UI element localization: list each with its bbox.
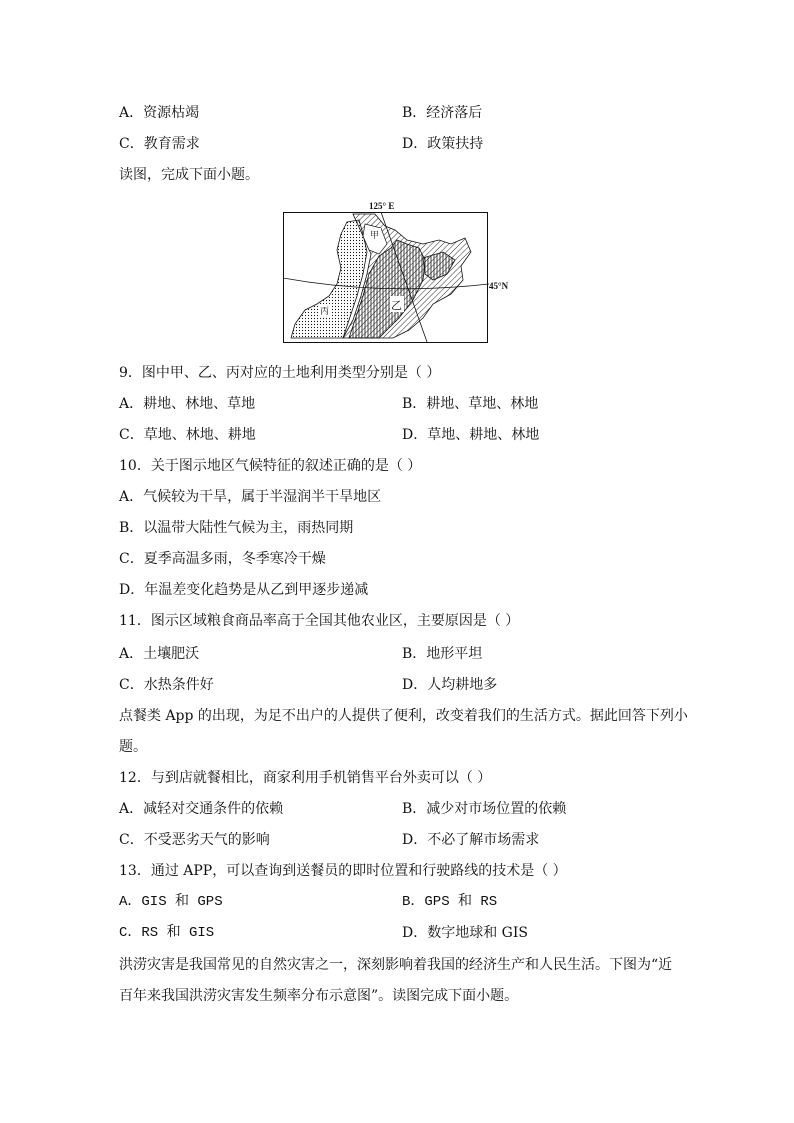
flood-intro-line2: 百年来我国洪涝灾害发生频率分布示意图”。读图完成下面小题。 bbox=[119, 988, 519, 1004]
q12-option-d: D．不必了解市场需求 bbox=[402, 832, 540, 848]
map-intro: 读图，完成下面小题。 bbox=[119, 167, 259, 183]
q12-option-a: A．减轻对交通条件的依赖 bbox=[119, 801, 284, 817]
label-bing: 丙 bbox=[320, 307, 330, 317]
q11-stem: 11．图示区域粮食商品率高于全国其他农业区，主要原因是（ ） bbox=[119, 613, 520, 629]
q10-option-d: D．年温差变化趋势是从乙到甲逐步递减 bbox=[119, 582, 369, 598]
label-yi: 乙 bbox=[391, 299, 402, 312]
label-lon: 125° E bbox=[369, 201, 395, 211]
q9-stem: 9．图中甲、乙、丙对应的土地利用类型分别是（ ） bbox=[119, 365, 441, 381]
q13-option-c: C．RS 和 GIS bbox=[119, 925, 215, 941]
land-use-map bbox=[283, 200, 489, 346]
q11-option-a: A．土壤肥沃 bbox=[119, 646, 200, 662]
q11-option-b: B．地形平坦 bbox=[402, 646, 483, 662]
q9-option-d: D．草地、耕地、林地 bbox=[402, 427, 540, 443]
q13-stem: 13．通过 APP，可以查询到送餐员的即时位置和行驶路线的技术是（ ） bbox=[119, 863, 567, 879]
q9-option-c: C．草地、林地、耕地 bbox=[119, 427, 256, 443]
label-jia: 甲 bbox=[370, 231, 380, 241]
q11-option-d: D．人均耕地多 bbox=[402, 677, 498, 693]
q10-option-c: C．夏季高温多雨，冬季寒冷干燥 bbox=[119, 551, 326, 567]
q13-option-b: B．GPS 和 RS bbox=[402, 894, 498, 910]
q9-option-b: B．耕地、草地、林地 bbox=[402, 396, 539, 412]
app-intro-line1: 点餐类 App 的出现，为足不出户的人提供了便利，改变着我们的生活方式。据此回答下列小 bbox=[119, 708, 688, 724]
q12-option-b: B．减少对市场位置的依赖 bbox=[402, 801, 567, 817]
q8-option-b: B．经济落后 bbox=[402, 105, 483, 121]
app-intro-line2: 题。 bbox=[119, 739, 147, 755]
q10-stem: 10．关于图示地区气候特征的叙述正确的是（ ） bbox=[119, 458, 422, 474]
flood-intro-line1: 洪涝灾害是我国常见的自然灾害之一，深刻影响着我国的经济生产和人民生活。下图为“近 bbox=[119, 957, 673, 973]
map-lat-label: 45°N bbox=[489, 281, 509, 291]
q10-option-a: A．气候较为干旱，属于半湿润半干旱地区 bbox=[119, 489, 382, 505]
q12-option-c: C．不受恶劣天气的影响 bbox=[119, 832, 270, 848]
q8-option-c: C．教育需求 bbox=[119, 136, 200, 152]
q10-option-b: B．以温带大陆性气候为主，雨热同期 bbox=[119, 520, 354, 536]
q9-option-a: A．耕地、林地、草地 bbox=[119, 396, 256, 412]
q13-option-a: A．GIS 和 GPS bbox=[119, 894, 223, 910]
q8-option-d: D．政策扶持 bbox=[402, 136, 484, 152]
q12-stem: 12．与到店就餐相比，商家利用手机销售平台外卖可以（ ） bbox=[119, 770, 492, 786]
q11-option-c: C．水热条件好 bbox=[119, 677, 214, 693]
q8-option-a: A．资源枯竭 bbox=[119, 105, 200, 121]
q13-option-d: D．数字地球和 GIS bbox=[402, 925, 528, 941]
